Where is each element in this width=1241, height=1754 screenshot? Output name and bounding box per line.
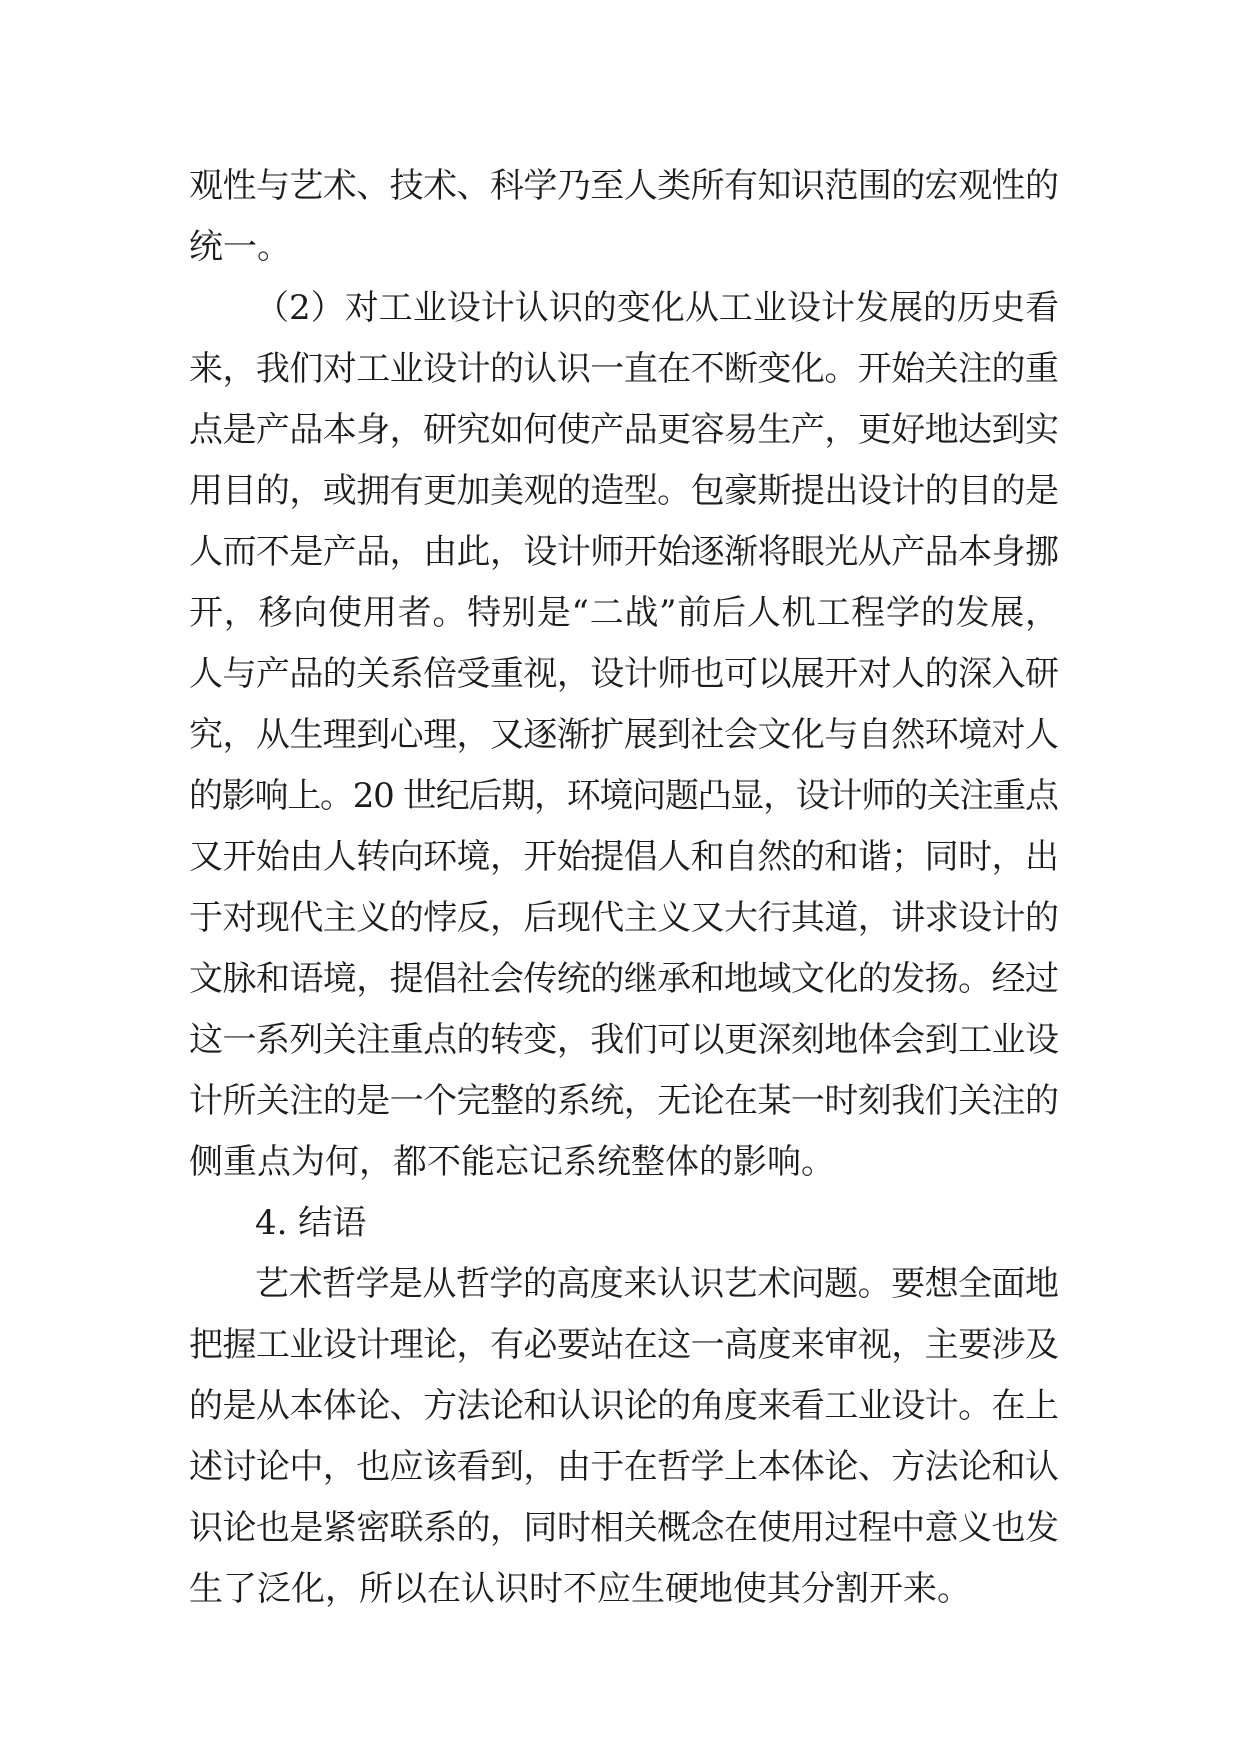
text-line-content: 计所关注的是一个完整的系统，无论在某一时刻我们关注的 [189, 1081, 1059, 1121]
text-line [189, 461, 1059, 522]
text-line [189, 217, 1059, 278]
text-line-content: 开，移向使用者。特别是“二战”前后人机工程学的发展， [189, 593, 1060, 633]
text-line-content: 文脉和语境，提倡社会传统的继承和地域文化的发扬。经过 [189, 959, 1059, 999]
text-line [189, 1376, 1059, 1437]
text-line-content: 把握工业设计理论，有必要站在这一高度来审视，主要涉及 [189, 1325, 1059, 1365]
text-line-content: 侧重点为何，都不能忘记系统整体的影响。 [189, 1142, 835, 1182]
text-line [189, 766, 1059, 827]
text-line-content: 人而不是产品，由此，设计师开始逐渐将眼光从产品本身挪 [189, 532, 1059, 572]
text-line-content: 用目的，或拥有更加美观的造型。包豪斯提出设计的目的是 [189, 471, 1059, 511]
body-text [189, 156, 1059, 1620]
text-line-content: 点是产品本身，研究如何使产品更容易生产，更好地达到实 [189, 410, 1059, 450]
text-line-content: 识论也是紧密联系的，同时相关概念在使用过程中意义也发 [189, 1508, 1059, 1548]
text-line [189, 1010, 1059, 1071]
text-line [189, 1254, 1059, 1315]
text-line-content: 人与产品的关系倍受重视，设计师也可以展开对人的深入研 [189, 654, 1059, 694]
text-line [189, 339, 1059, 400]
text-line-content: 的是从本体论、方法论和认识论的角度来看工业设计。在上 [189, 1386, 1059, 1426]
text-line [189, 400, 1059, 461]
text-line-content: 统一。 [189, 227, 291, 267]
text-line [189, 1071, 1059, 1132]
text-line-content: 来，我们对工业设计的认识一直在不断变化。开始关注的重 [189, 349, 1059, 389]
text-line-content: 生了泛化，所以在认识时不应生硬地使其分割开来。 [189, 1569, 971, 1609]
text-line-content: 艺术哲学是从哲学的高度来认识艺术问题。要想全面地 [255, 1264, 1059, 1304]
text-line [189, 1132, 1059, 1193]
text-line [189, 583, 1059, 644]
text-line-content: 这一系列关注重点的转变，我们可以更深刻地体会到工业设 [189, 1020, 1059, 1060]
text-line-content: 观性与艺术、技术、科学乃至人类所有知识范围的宏观性的 [189, 166, 1059, 206]
text-line-content: 究，从生理到心理，又逐渐扩展到社会文化与自然环境对人 [189, 715, 1059, 755]
text-line [189, 827, 1059, 888]
text-line [189, 156, 1059, 217]
text-line [189, 1315, 1059, 1376]
text-line-content: （2）对工业设计认识的变化从工业设计发展的历史看 [255, 288, 1060, 328]
text-line [189, 1437, 1059, 1498]
text-line-content: 的影响上。20 世纪后期，环境问题凸显，设计师的关注重点 [189, 776, 1058, 816]
text-line [189, 278, 1059, 339]
text-line [189, 1193, 1059, 1254]
text-line [189, 949, 1059, 1010]
text-line-content: 于对现代主义的悖反，后现代主义又大行其道，讲求设计的 [189, 898, 1059, 938]
text-line [189, 888, 1059, 949]
text-line-content: 又开始由人转向环境，开始提倡人和自然的和谐；同时，出 [189, 837, 1059, 877]
text-line-content: 4. 结语 [255, 1203, 367, 1243]
text-line [189, 522, 1059, 583]
text-line-content: 述讨论中，也应该看到，由于在哲学上本体论、方法论和认 [189, 1447, 1059, 1487]
text-line [189, 644, 1059, 705]
text-line [189, 705, 1059, 766]
text-line [189, 1498, 1059, 1559]
text-line [189, 1559, 1059, 1620]
